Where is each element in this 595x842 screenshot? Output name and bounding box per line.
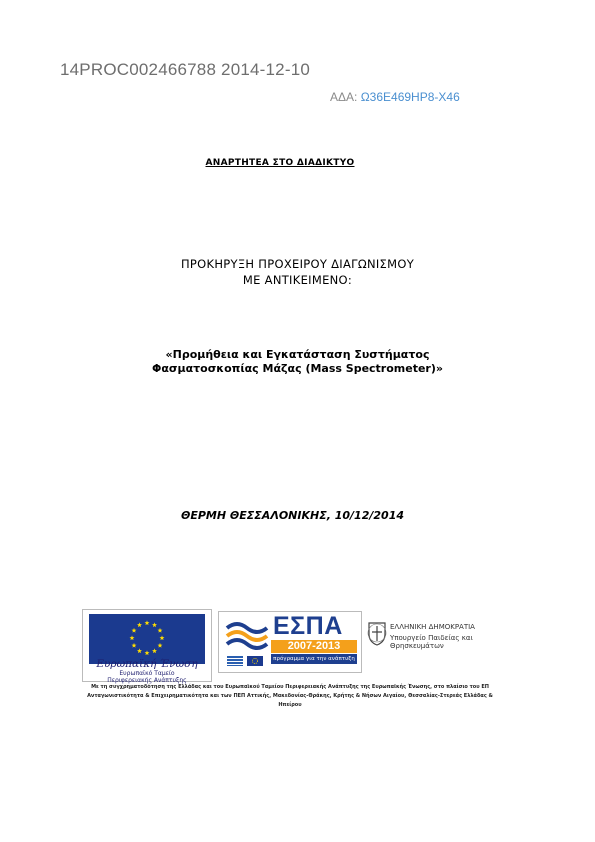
ministry-label: Υπουργείο Παιδείας και Θρησκευμάτων (390, 634, 473, 650)
eu-star-icon (152, 622, 157, 627)
flags-icon (227, 656, 263, 666)
eu-fund-line-2: Περιφερειακής Ανάπτυξης (107, 677, 187, 684)
espa-years: 2007-2013 (271, 640, 357, 653)
place-date: ΘΕΡΜΗ ΘΕΣΣΑΛΟΝΙΚΗΣ, 10/12/2014 (181, 509, 404, 522)
subject-line-1: «Προμήθεια και Εγκατάσταση Συστήματος (165, 348, 430, 361)
subject-line-2: Φασματοσκοπίας Μάζας (Mass Spectrometer)» (152, 362, 443, 375)
eu-star-icon (132, 628, 137, 633)
ada-value[interactable]: Ω36Ε469ΗΡ8-Χ46 (360, 90, 460, 104)
greek-republic-label: ΕΛΛΗΝΙΚΗ ΔΗΜΟΚΡΑΤΙΑ (390, 623, 475, 631)
eu-star-icon (145, 620, 150, 625)
espa-waves-icon (225, 618, 269, 652)
post-online-note: ΑΝΑΡΤΗΤΕΑ ΣΤΟ ΔΙΑΔΙΚΤΥΟ (205, 158, 355, 168)
greek-emblem-icon (366, 620, 388, 646)
espa-logo (218, 611, 362, 673)
eu-star-icon (160, 635, 165, 640)
ada-code (330, 90, 460, 104)
funding-note: Με τη συγχρηματοδότηση της Ελλάδας και του Ευρωπαϊκού Ταμείου Περιφερειακής Ανάπτυξης της Ευρωπαϊκής Ένωσης, στο πλαίσιο του ΕΠ Ανταγωνιστικότητα & Επιχειρηματικότητα και των ΠΕΠ Αττικής, Μακεδονίας-Θράκης, Κρήτης & Νήσων Αιγαίου, Θεσσαλίας-Στερεάς Ελλάδας & Ηπείρου (87, 684, 493, 708)
eu-logo (82, 609, 212, 682)
espa-slogan: πρόγραμμα για την ανάπτυξη (271, 654, 357, 664)
eu-star-icon (137, 622, 142, 627)
eu-star-icon (145, 650, 150, 655)
eu-flag-icon (89, 614, 205, 664)
title-line-2: ΜΕ ΑΝΤΙΚΕΙΜΕΝΟ: (242, 273, 353, 287)
eu-star-icon (132, 643, 137, 648)
eu-name: Ευρωπαϊκή Ένωση (96, 658, 198, 670)
eu-star-icon (130, 635, 135, 640)
eu-fund-line-1: Ευρωπαϊκό Ταμείο (119, 670, 175, 677)
eu-star-icon (158, 628, 163, 633)
document-id: 14PROC002466788 2014-12-10 (60, 60, 310, 79)
eu-star-icon (158, 643, 163, 648)
eu-star-icon (152, 648, 157, 653)
espa-text: ΕΣΠΑ (273, 612, 343, 640)
title-line-1: ΠΡΟΚΗΡΥΞΗ ΠΡΟΧΕΙΡΟΥ ΔΙΑΓΩΝΙΣΜΟΥ (180, 257, 415, 271)
eu-star-icon (137, 648, 142, 653)
greek-ministry-logo (366, 618, 526, 658)
ada-label: ΑΔΑ: (330, 90, 358, 104)
